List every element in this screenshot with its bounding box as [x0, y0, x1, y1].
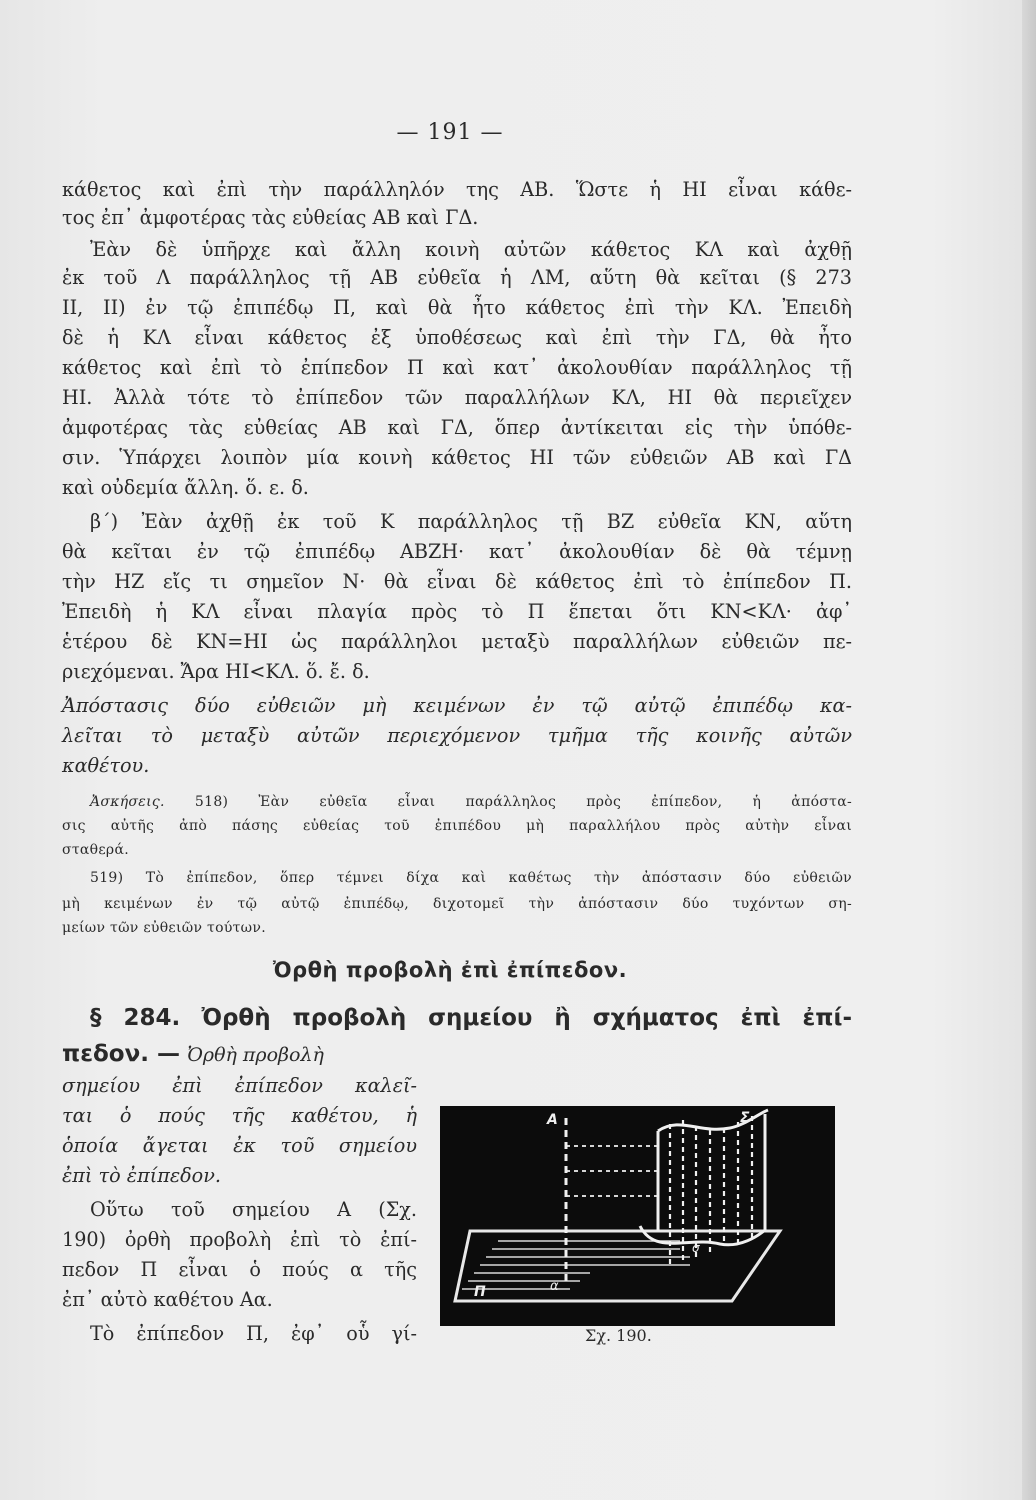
exercise-text: 518) Ἐὰν εὐθεῖα εἶναι παράλληλος πρὸς ἐπίπεδον, ἡ ἀπόστα- — [194, 794, 852, 810]
column-line: Τὸ ἐπίπεδον Π, ἐφ᾿ οὗ γί- — [90, 1322, 417, 1345]
exercise-line: μὴ κειμένων ἐν τῷ αὐτῷ ἐπιπέδῳ, διχοτομεῖ τὴν ἀπόστασιν δύο τυχόντων ση- — [62, 896, 852, 912]
text-line: ἑτέρου δὲ ΚΝ=ΗΙ ὡς παράλληλοι μεταξὺ παραλλήλων εὐθειῶν πε- — [62, 630, 852, 653]
column-line: ται ὁ πούς τῆς καθέτου, ἡ — [62, 1104, 417, 1127]
text-line: δὲ ἡ ΚΛ εἶναι κάθετος ἐξ ὑποθέσεως καὶ ἐπὶ τὴν ΓΔ, θὰ ἦτο — [62, 326, 852, 349]
text-line: ΙΙ, ΙΙ) ἐν τῷ ἐπιπέδῳ Π, καὶ θὰ ἦτο κάθετος ἐπὶ τὴν ΚΛ. Ἐπειδὴ — [62, 296, 852, 319]
column-line: σημείου ἐπὶ ἐπίπεδον καλεῖ- — [62, 1074, 417, 1097]
label-Sigma: Σ — [740, 1110, 750, 1126]
section-title: Ὀρθὴ προβολὴ σημείου ἢ σχήματος ἐπὶ ἐπί- — [201, 1005, 853, 1031]
text-line: τος ἐπ᾿ ἀμφοτέρας τὰς εὐθείας ΑΒ καὶ ΓΔ. — [62, 206, 479, 229]
text-line: ΗΙ. Ἀλλὰ τότε τὸ ἐπίπεδον τῶν παραλλήλων ΚΛ, ΗΙ θὰ περιεῖχεν — [62, 386, 852, 409]
label-A: Α — [547, 1112, 558, 1128]
section-heading: Ὀρθὴ προβολὴ ἐπὶ ἐπίπεδον. — [272, 958, 628, 982]
column-line: ἐπ᾿ αὐτὸ καθέτου Αα. — [62, 1288, 273, 1311]
definition-line: Ἀπόστασις δύο εὐθειῶν μὴ κειμένων ἐν τῷ αὐτῷ ἐπιπέδῳ κα- — [62, 694, 852, 717]
definition-line: λεῖται τὸ μεταξὺ αὐτῶν περιεχόμενον τμῆμα τῆς κοινῆς αὐτῶν — [62, 724, 852, 747]
text-line: τὴν ΗΖ εἴς τι σημεῖον Ν· θὰ εἶναι δὲ κάθετος ἐπὶ τὸ ἐπίπεδον Π. — [62, 570, 852, 593]
page-edge — [1022, 0, 1036, 1500]
column-line: Οὕτω τοῦ σημείου Α (Σχ. — [90, 1198, 417, 1221]
exercise-line: σις αὐτῆς ἀπὸ πάσης εὐθείας τοῦ ἐπιπέδου μὴ παραλλήλου πρὸς αὐτὴν εἶναι — [62, 818, 852, 834]
label-a: α — [550, 1279, 559, 1294]
column-line: ὁποία ἄγεται ἐκ τοῦ σημείου — [62, 1134, 417, 1157]
figure-caption: Σχ. 190. — [585, 1326, 652, 1345]
section-number: § 284. — [90, 1005, 181, 1031]
text-line: σιν. Ὑπάρχει λοιπὸν μία κοινὴ κάθετος ΗΙ τῶν εὐθειῶν ΑΒ καὶ ΓΔ — [62, 446, 852, 469]
section-title-cont: πεδον. — — [62, 1041, 181, 1067]
column-line: πεδον Π εἶναι ὁ πούς α τῆς — [62, 1258, 417, 1281]
page-number: — 191 — — [396, 120, 504, 145]
text-line: ριεχόμεναι. Ἄρα ΗΙ<ΚΛ. ὅ. ἔ. δ. — [62, 660, 370, 683]
text-line: καὶ οὐδεμία ἄλλη. ὅ. ε. δ. — [62, 476, 309, 499]
text-line: ἐκ τοῦ Λ παράλληλος τῇ ΑΒ εὐθεῖα ἡ ΛΜ, αὕτη θὰ κεῖται (§ 273 — [62, 266, 852, 289]
figure-190 — [440, 1106, 835, 1326]
exercise-line: σταθερά. — [62, 842, 129, 858]
label-sigma: σ — [692, 1241, 700, 1255]
text-line: θὰ κεῖται ἐν τῷ ἐπιπέδῳ ΑΒΖΗ· κατ᾿ ἀκολουθίαν δὲ θὰ τέμνῃ — [62, 540, 852, 563]
text-line: κάθετος καὶ ἐπὶ τὸ ἐπίπεδον Π καὶ κατ᾿ ἀκολουθίαν παράλληλος τῇ — [62, 356, 852, 379]
exercises-label: Ἀσκήσεις. — [90, 794, 165, 810]
section-title-line — [62, 1036, 417, 1073]
label-Pi: Π — [474, 1284, 486, 1300]
text-line: Ἐπειδὴ ἡ ΚΛ εἶναι πλαγία πρὸς τὸ Π ἕπεται ὅτι ΚΝ<ΚΛ· ἀφ᾿ — [62, 600, 852, 623]
exercise-line: μείων τῶν εὐθειῶν τούτων. — [62, 920, 266, 936]
text-line: Ἐὰν δὲ ὑπῆρχε καὶ ἄλλη κοινὴ αὐτῶν κάθετος ΚΛ καὶ ἀχθῇ — [90, 238, 852, 261]
section-title-line — [90, 1000, 852, 1036]
definition-lead: Ὀρθὴ προβολὴ — [187, 1044, 324, 1066]
exercise-line: 519) Τὸ ἐπίπεδον, ὅπερ τέμνει δίχα καὶ καθέτως τὴν ἀπόστασιν δύο εὐθειῶν — [90, 870, 852, 886]
text-line: κάθετος καὶ ἐπὶ τὴν παράλληλόν της ΑΒ. Ὥστε ἡ ΗΙ εἶναι κάθε- — [62, 178, 852, 201]
definition-line: καθέτου. — [62, 754, 150, 777]
column-line: 190) ὀρθὴ προβολὴ ἐπὶ τὸ ἐπί- — [62, 1228, 417, 1251]
figure-190-drawing — [440, 1106, 835, 1326]
connecting-dashes — [566, 1146, 658, 1196]
column-line: ἐπὶ τὸ ἐπίπεδον. — [62, 1164, 221, 1187]
text-line: ἀμφοτέρας τὰς εὐθείας ΑΒ καὶ ΓΔ, ὅπερ ἀντίκειται εἰς τὴν ὑπόθε- — [62, 416, 852, 439]
text-line: β΄) Ἐὰν ἀχθῇ ἐκ τοῦ Κ παράλληλος τῇ ΒΖ εὐθεῖα ΚΝ, αὕτη — [90, 510, 852, 533]
